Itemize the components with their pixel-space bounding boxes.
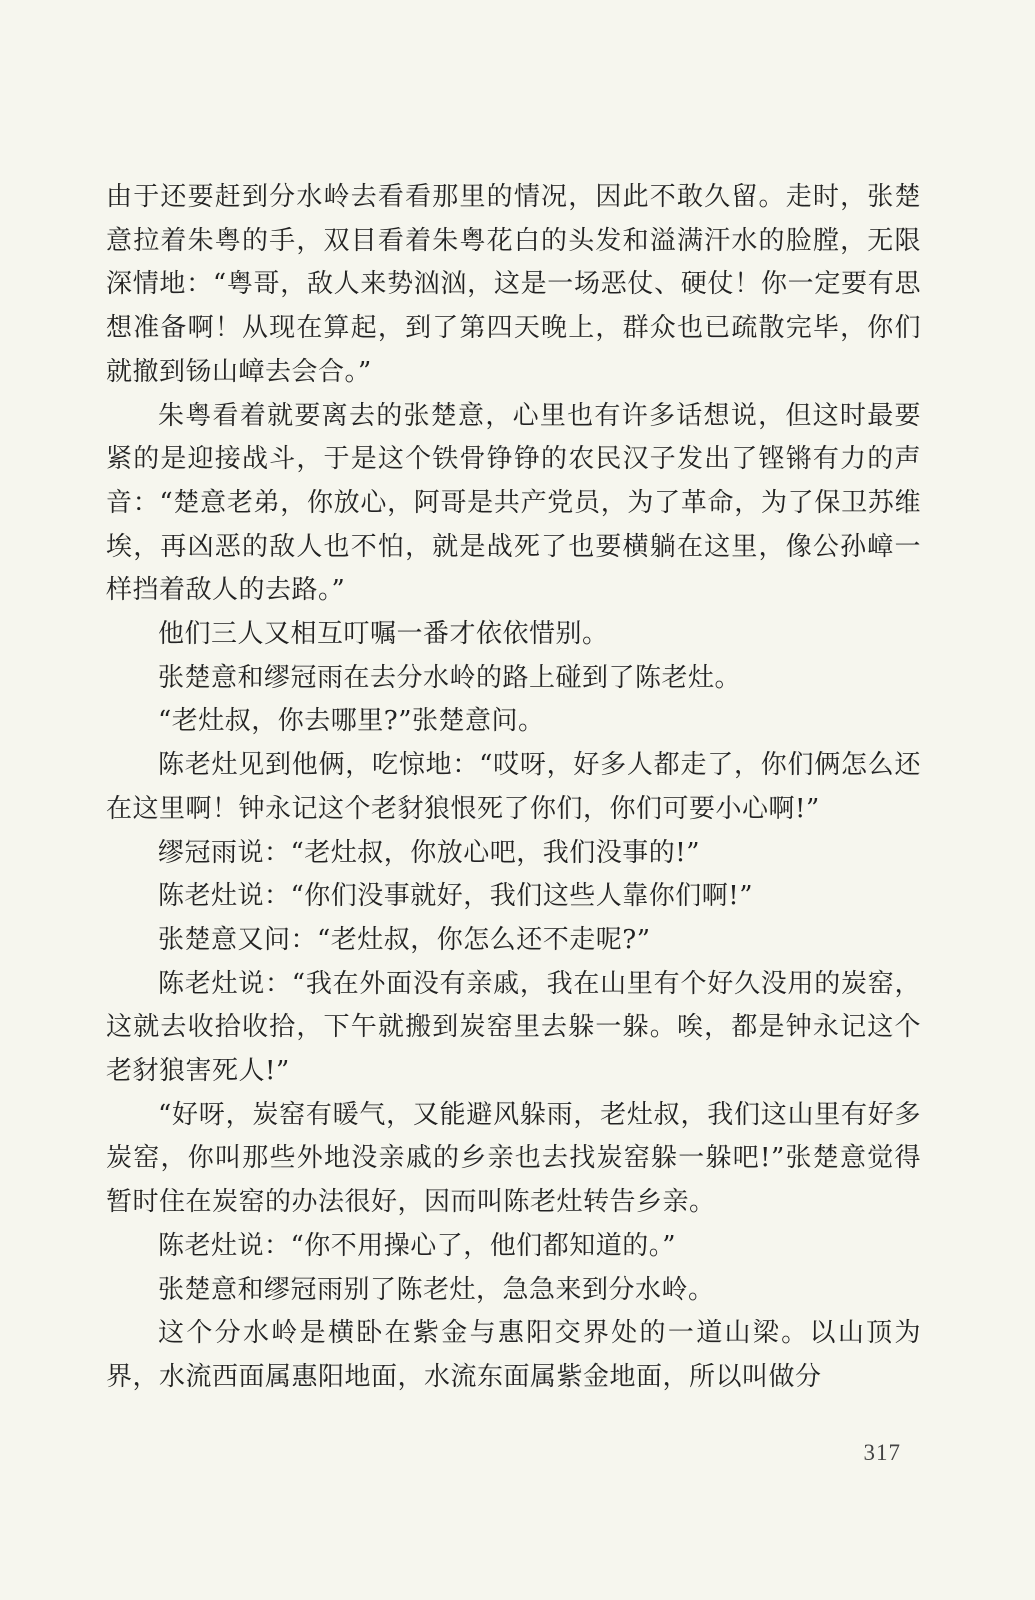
paragraph: 陈老灶说：“你不用操心了，他们都知道的。”	[158, 1230, 677, 1261]
paragraph: 他们三人又相互叮嘱一番才依依惜别。	[158, 619, 609, 650]
body-text	[106, 176, 921, 1400]
paragraph: 张楚意和缪冠雨别了陈老灶，急急来到分水岭。	[158, 1274, 715, 1305]
paragraph: 陈老灶说：“你们没事就好，我们这些人靠你们啊!”	[158, 881, 754, 912]
paragraph: “好呀，炭窑有暖气，又能避风躲雨，老灶叔，我们这山里有好多炭窑，你叫那些外地没亲戚的乡亲也去找炭窑躲一躲吧!”张楚意觉得暂时住在炭窑的办法很好，因而叫陈老灶转告乡亲。	[106, 1099, 921, 1218]
paragraph: 朱粤看着就要离去的张楚意，心里也有许多话想说，但这时最要紧的是迎接战斗，于是这个铁骨铮铮的农民汉子发出了铿锵有力的声音：“楚意老弟，你放心，阿哥是共产党员，为了革命，为了保卫苏维埃，再凶恶的敌人也不怕，就是战死了也要横躺在这里，像公孙嶂一样挡着敌人的去路。”	[106, 400, 921, 606]
paragraph: 缪冠雨说：“老灶叔，你放心吧，我们没事的!”	[158, 837, 701, 868]
paragraph: 张楚意又问：“老灶叔，你怎么还不走呢?”	[158, 924, 651, 955]
paragraph: “老灶叔，你去哪里?”张楚意问。	[158, 706, 545, 737]
paragraph: 由于还要赶到分水岭去看看那里的情况，因此不敢久留。走时，张楚意拉着朱粤的手，双目看着朱粤花白的头发和溢满汗水的脸膛，无限深情地：“粤哥，敌人来势汹汹，这是一场恶仗、硬仗！你一定要有思想准备啊！从现在算起，到了第四天晚上，群众也已疏散完毕，你们就撤到钖山嶂去会合。”	[106, 182, 921, 387]
page-number: 317	[863, 1440, 901, 1465]
paragraph: 陈老灶说：“我在外面没有亲戚，我在山里有个好久没用的炭窑，这就去收拾收拾，下午就搬到炭窑里去躲一躲。唉，都是钟永记这个老豺狼害死人!”	[106, 968, 921, 1087]
paragraph: 张楚意和缪冠雨在去分水岭的路上碰到了陈老灶。	[158, 662, 742, 693]
paragraph: 这个分水岭是横卧在紫金与惠阳交界处的一道山梁。以山顶为界，水流西面属惠阳地面，水流东面属紫金地面，所以叫做分	[106, 1318, 921, 1392]
paragraph: 陈老灶见到他俩，吃惊地：“哎呀，好多人都走了，你们俩怎么还在这里啊！钟永记这个老豺狼恨死了你们，你们可要小心啊!”	[106, 750, 921, 824]
